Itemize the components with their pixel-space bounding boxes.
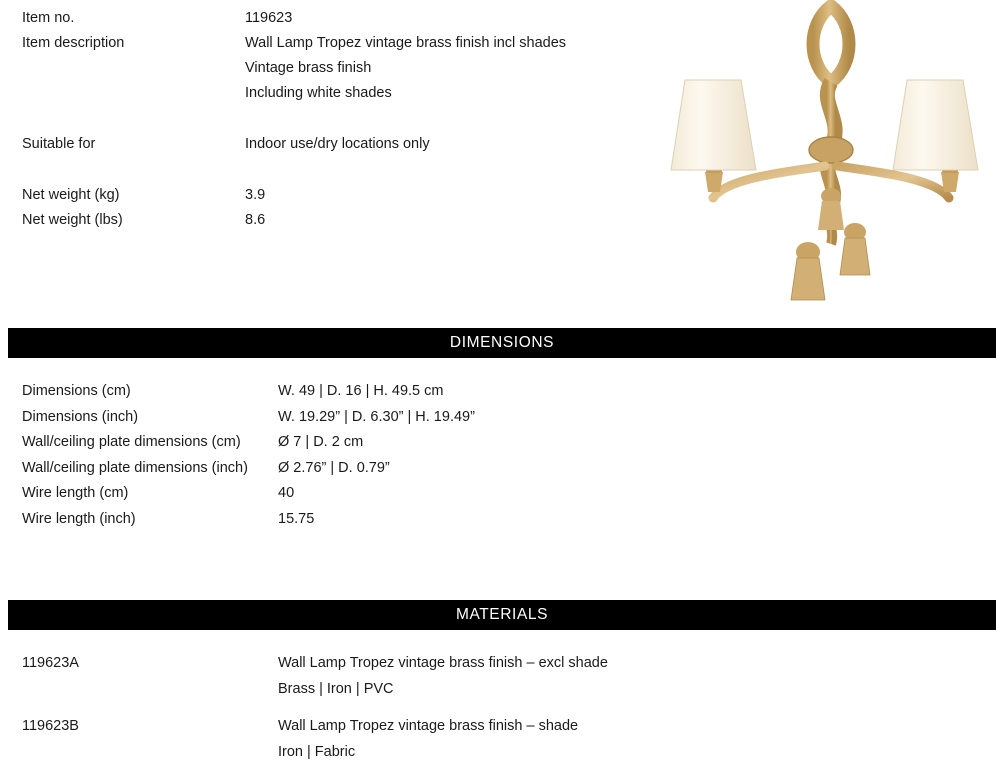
material-detail-0: [278, 651, 608, 702]
left-shade: [671, 80, 756, 170]
dim-label-1: Dimensions (inch): [22, 408, 139, 425]
item-description-values: [245, 31, 566, 106]
tassel-right: [840, 223, 870, 275]
spacer: [0, 157, 660, 183]
rope-loop: [813, 6, 849, 82]
spacer: [0, 106, 660, 132]
left-arm: [713, 166, 825, 198]
dim-value-4: 40: [278, 485, 295, 501]
row-item-no: [0, 6, 660, 31]
dim-value-0: W. 49 | D. 16 | H. 49.5 cm: [278, 383, 444, 399]
item-description-label: Item description: [22, 35, 125, 51]
table-row: [0, 456, 700, 482]
net-weight-kg-value: 3.9: [245, 187, 266, 203]
row-net-weight-kg: [0, 183, 660, 208]
dim-value-2: Ø 7 | D. 2 cm: [278, 434, 364, 450]
right-arm: [837, 166, 949, 198]
item-description-line-3: Including white shades: [245, 85, 392, 101]
right-socket: [941, 172, 959, 192]
item-no-label: Item no.: [22, 10, 75, 26]
item-no-value: 119623: [245, 10, 293, 26]
tassel-center: [791, 242, 825, 300]
material-name-1: Wall Lamp Tropez vintage brass finish – shade: [278, 718, 579, 734]
dim-label-5: Wire length (inch): [22, 510, 136, 527]
suitable-for-value: Indoor use/dry locations only: [245, 136, 430, 152]
material-detail-1: [278, 714, 578, 765]
dimensions-block: [0, 379, 700, 532]
left-socket: [705, 172, 723, 192]
row-suitable-for: [0, 132, 660, 157]
dimensions-section-header: [8, 328, 996, 358]
item-description-line-1: Wall Lamp Tropez vintage brass finish incl shades: [245, 35, 567, 51]
row-item-description: [0, 31, 660, 106]
table-row: [0, 714, 760, 765]
material-composition-1: Iron | Fabric: [278, 743, 356, 760]
dim-label-3: Wall/ceiling plate dimensions (inch): [22, 459, 248, 476]
item-description-line-2: Vintage brass finish: [245, 60, 372, 76]
dim-value-3: Ø 2.76” | D. 0.79”: [278, 459, 390, 476]
net-weight-lbs-value: 8.6: [245, 212, 266, 228]
dimensions-heading-text: DIMENSIONS: [449, 334, 555, 351]
dim-label-0: Dimensions (cm): [22, 383, 131, 399]
table-row: [0, 651, 760, 702]
dim-value-1: W. 19.29” | D. 6.30” | H. 19.49”: [278, 408, 475, 425]
net-weight-kg-label: Net weight (kg): [22, 187, 120, 203]
table-row: [0, 430, 700, 456]
dim-label-2: Wall/ceiling plate dimensions (cm): [22, 434, 241, 450]
material-composition-0: Brass | Iron | PVC: [278, 680, 394, 697]
dim-value-5: 15.75: [278, 510, 315, 527]
material-code-1: 119623B: [22, 718, 79, 734]
wall-lamp-illustration: [655, 0, 996, 318]
row-net-weight-lbs: [0, 208, 660, 233]
material-code-0: 119623A: [22, 655, 79, 671]
product-info-block: [0, 0, 660, 233]
materials-section-header: [8, 600, 996, 630]
right-shade: [893, 80, 978, 170]
materials-block: [0, 651, 760, 777]
suitable-for-label: Suitable for: [22, 136, 96, 152]
materials-heading-text: MATERIALS: [455, 606, 549, 623]
table-row: [0, 481, 700, 507]
product-image: [655, 0, 996, 318]
net-weight-lbs-label: Net weight (lbs): [22, 212, 123, 228]
tassel-left-small: [818, 188, 844, 230]
dim-label-4: Wire length (cm): [22, 485, 129, 501]
table-row: [0, 405, 700, 431]
material-name-0: Wall Lamp Tropez vintage brass finish – excl shade: [278, 655, 608, 671]
table-row: [0, 507, 700, 533]
table-row: [0, 379, 700, 405]
